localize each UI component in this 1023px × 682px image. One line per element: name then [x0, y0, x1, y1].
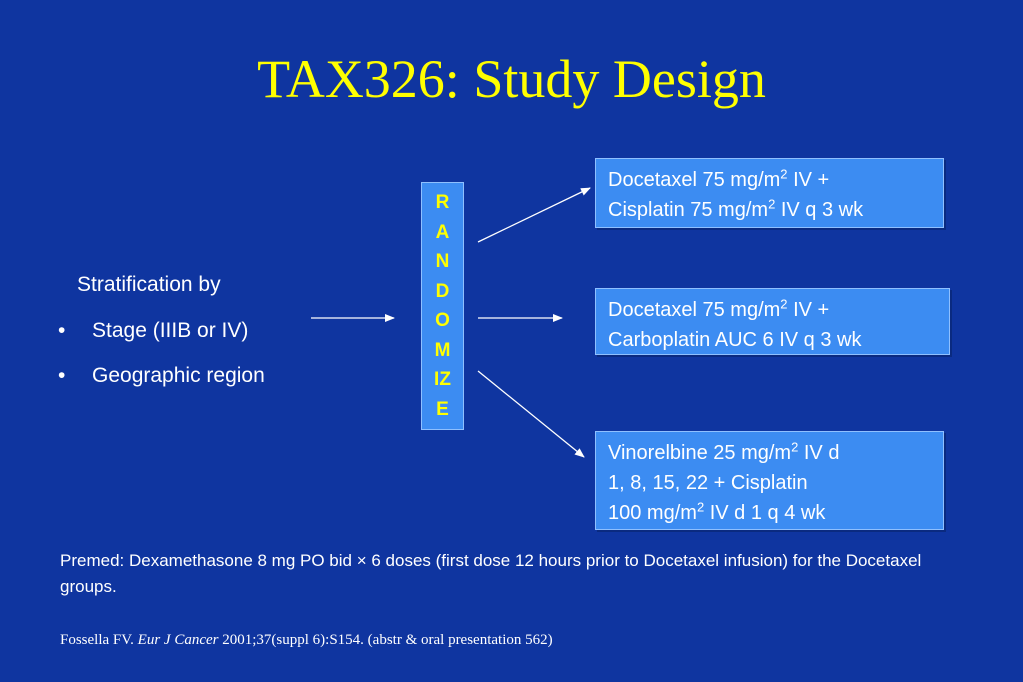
arm-text: Carboplatin AUC 6 IV q 3 wk: [608, 329, 862, 351]
randomize-letter: O: [435, 310, 450, 332]
randomize-letter: E: [436, 398, 449, 420]
arm-superscript: 2: [768, 196, 776, 212]
arrow-to-arm-3: [478, 371, 584, 457]
randomize-letter: IZ: [434, 369, 451, 391]
arm-text: Cisplatin 75 mg/m: [608, 199, 769, 221]
arm-text: IV +: [787, 299, 830, 321]
arm-text: Docetaxel 75 mg/m: [608, 169, 781, 191]
arm-text: IV d: [798, 442, 840, 464]
randomize-letter: A: [435, 221, 450, 243]
citation-journal: Eur J Cancer: [137, 632, 219, 648]
citation: [60, 632, 553, 649]
arm-superscript: 2: [696, 499, 705, 515]
stratification-item-label: Geographic region: [92, 364, 265, 387]
arm-text: Vinorelbine 25 mg/m: [608, 442, 792, 464]
bullet-icon: •: [58, 319, 66, 342]
arm-text: IV +: [787, 169, 830, 191]
citation-details: 2001;37(suppl 6):S154. (abstr & oral presentation 562): [218, 632, 553, 648]
stratification-item-label: Stage (IIIB or IV): [92, 319, 249, 342]
arm-text: 100 mg/m: [608, 502, 697, 524]
randomize-letter: D: [435, 280, 450, 302]
arrow-to-arm-1: [478, 188, 590, 242]
arm-text: IV d 1 q 4 wk: [704, 502, 826, 524]
randomize-letter: M: [434, 339, 451, 361]
arm-text: Docetaxel 75 mg/m: [608, 299, 781, 321]
arm-text: IV q 3 wk: [775, 199, 864, 221]
arm-superscript: 2: [791, 439, 799, 455]
randomize-letter: N: [435, 251, 450, 273]
bullet-icon: •: [58, 364, 66, 387]
arm-text: 1, 8, 15, 22 + Cisplatin: [608, 472, 808, 494]
arm-superscript: 2: [780, 166, 788, 182]
slide-title: TAX326: Study Design: [257, 49, 766, 109]
citation-author: Fossella FV.: [60, 632, 138, 648]
arm-superscript: 2: [780, 296, 788, 312]
stratification-heading: Stratification by: [77, 273, 221, 296]
premed-note: Premed: Dexamethasone 8 mg PO bid × 6 doses (first dose 12 hours prior to Docetaxel infusion) for the Docetaxel groups.: [60, 551, 922, 596]
randomize-letter: R: [435, 192, 450, 214]
